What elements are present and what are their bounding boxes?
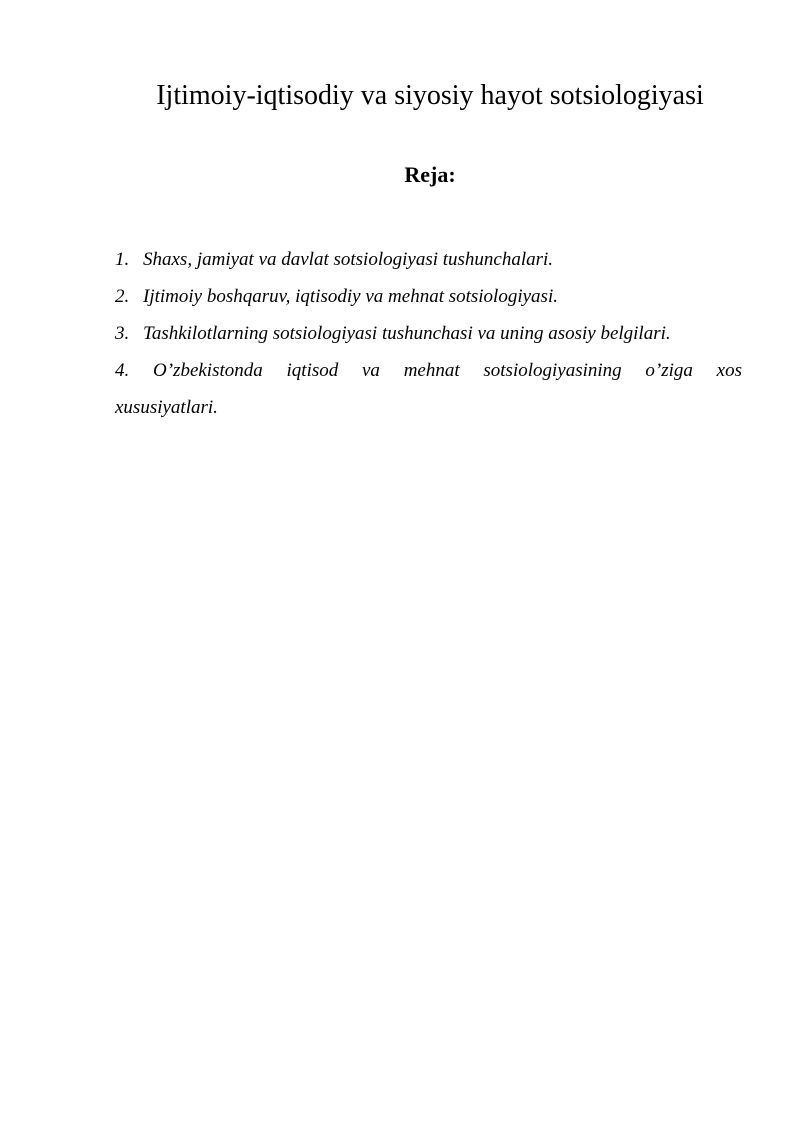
plan-item-4-first-line <box>115 352 742 389</box>
plan-item-1 <box>115 241 742 278</box>
plan-item-word: va <box>362 360 380 381</box>
plan-item-number: 1. <box>115 249 130 270</box>
plan-heading: Reja: <box>404 162 456 187</box>
plan-item-4 <box>115 352 742 426</box>
plan-item-number: 3. <box>115 323 130 344</box>
plan-item-number: 4. <box>115 360 130 381</box>
plan-item-word: mehnat <box>403 360 460 381</box>
plan-item-word: o’ziga <box>645 360 693 381</box>
plan-item-text: Ijtimoiy boshqaruv, iqtisodiy va mehnat sotsiologiyasi. <box>143 286 558 307</box>
plan-item-word: iqtisod <box>286 360 339 381</box>
plan-item-3 <box>115 315 742 352</box>
plan-item-word: O’zbekistonda <box>153 360 263 381</box>
plan-item-text: Tashkilotlarning sotsiologiyasi tushunchasi va uning asosiy belgilari. <box>143 323 671 344</box>
plan-item-text: Shaxs, jamiyat va davlat sotsiologiyasi tushunchalari. <box>143 249 554 270</box>
plan-item-number: 2. <box>115 286 130 307</box>
plan-item-word: xos <box>716 360 742 381</box>
plan-item-4-continuation: xususiyatlari. <box>115 397 218 418</box>
plan-item-word: sotsiologiyasining <box>483 360 622 381</box>
plan-list <box>115 241 742 426</box>
plan-item-2 <box>115 278 742 315</box>
document-title: Ijtimoiy-iqtisodiy va siyosiy hayot sotsiologiyasi <box>156 80 704 111</box>
